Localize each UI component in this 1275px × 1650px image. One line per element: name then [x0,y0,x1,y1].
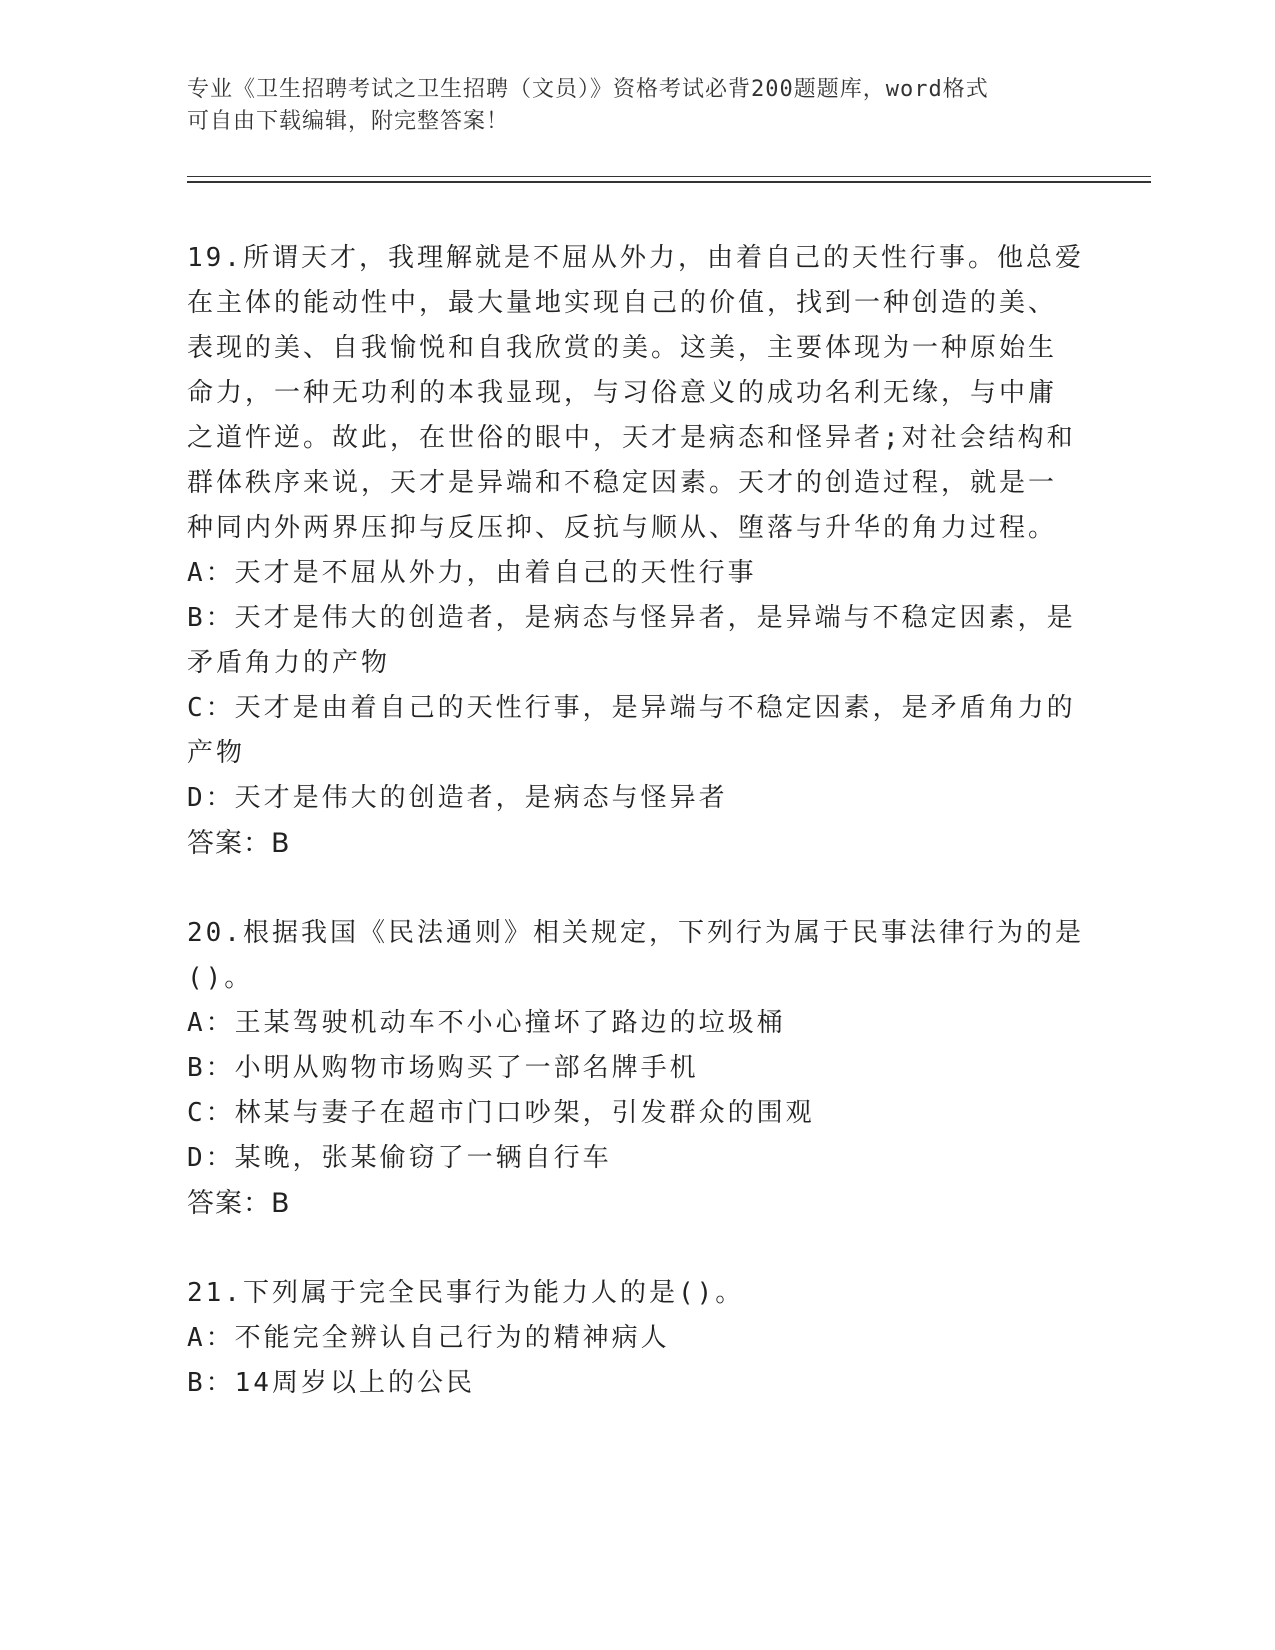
question-text-line: ()。 [187,963,254,993]
question-text-line: 表现的美、自我愉悦和自我欣赏的美。这美，主要体现为一种原始生 [187,333,1058,363]
header-line-2: 可自由下载编辑，附完整答案！ [187,109,510,134]
option-b: B：14周岁以上的公民 [187,1368,475,1398]
header-divider-thick [187,181,1151,183]
answer-line: 答案：B [187,828,291,859]
question-text-line: 21.下列属于完全民事行为能力人的是()。 [187,1278,745,1308]
question-list [187,236,1087,1406]
option-c: C：林某与妻子在超市门口吵架，引发群众的围观 [187,1098,815,1128]
option-a: A：不能完全辨认自己行为的精神病人 [187,1323,670,1353]
spacer [187,866,1087,911]
spacer [187,1226,1087,1271]
document-header [187,74,1067,138]
question-text-line: 之道忤逆。故此，在世俗的眼中，天才是病态和怪异者;对社会结构和 [187,423,1076,453]
option-c: C：天才是由着自己的天性行事，是异端与不稳定因素，是矛盾角力的 [187,693,1076,723]
header-divider-thin [187,176,1151,177]
header-line-1: 专业《卫生招聘考试之卫生招聘（文员）》资格考试必背200题题库，word格式 [187,77,989,102]
question-text-line: 20.根据我国《民法通则》相关规定，下列行为属于民事法律行为的是 [187,918,1084,948]
question-text-line: 种同内外两界压抑与反压抑、反抗与顺从、堕落与升华的角力过程。 [187,513,1058,543]
question-text-line: 命力，一种无功利的本我显现，与习俗意义的成功名利无缘，与中庸 [187,378,1058,408]
question-text-line: 在主体的能动性中，最大量地实现自己的价值，找到一种创造的美、 [187,288,1058,318]
option-c-continued: 产物 [187,738,246,768]
question-text-line: 群体秩序来说，天才是异端和不稳定因素。天才的创造过程，就是一 [187,468,1058,498]
question-20 [187,911,1087,1226]
option-d: D：天才是伟大的创造者，是病态与怪异者 [187,783,728,813]
option-a: A：天才是不屈从外力，由着自己的天性行事 [187,558,757,588]
option-b: B：天才是伟大的创造者，是病态与怪异者，是异端与不稳定因素，是 [187,603,1076,633]
option-b: B：小明从购物市场购买了一部名牌手机 [187,1053,699,1083]
option-d: D：某晚，张某偷窃了一辆自行车 [187,1143,612,1173]
option-a: A：王某驾驶机动车不小心撞坏了路边的垃圾桶 [187,1008,786,1038]
question-21 [187,1271,1087,1406]
question-19 [187,236,1087,866]
answer-line: 答案：B [187,1188,291,1219]
question-text-line: 19.所谓天才，我理解就是不屈从外力，由着自己的天性行事。他总爱 [187,243,1084,273]
option-b-continued: 矛盾角力的产物 [187,648,391,678]
